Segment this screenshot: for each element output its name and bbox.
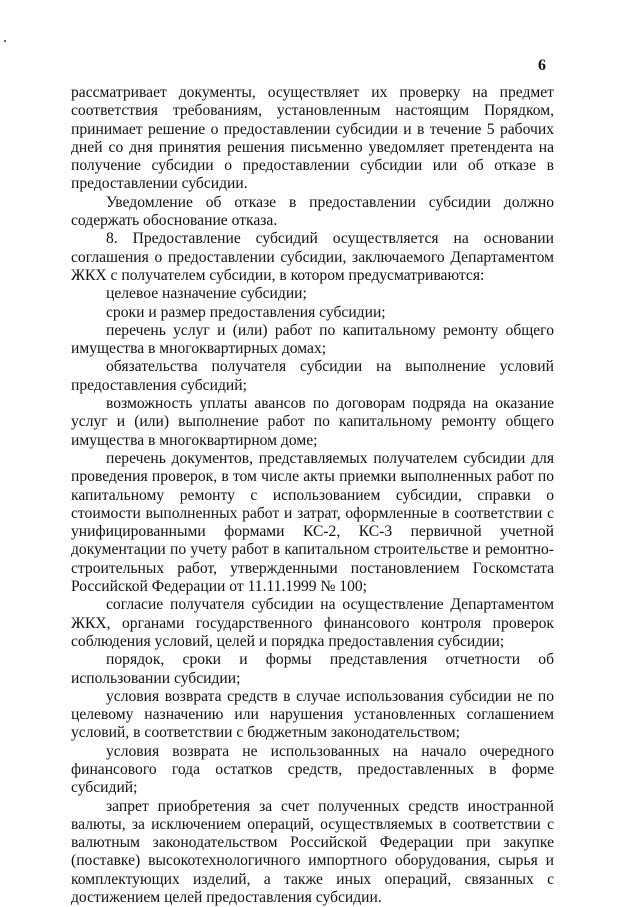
- page-number: 6: [538, 57, 546, 74]
- scan-artifact-dot: [4, 40, 6, 42]
- list-item-purpose: целевое назначение субсидии;: [106, 285, 307, 303]
- paragraph-review-documents: рассматривает документы, осуществляет их проверку на предмет соответствия требованиям, установленным настоящим Порядком, принимает решение о предоставлении субсидии и в течение 5 рабочих дней со дня принятия решения письменно уведомляет претендента на получение субсидии о предоставлении субсидии или об отказе в предоставлении субсидии.: [71, 84, 554, 193]
- paragraph-item-8-agreement: 8. Предоставление субсидий осуществляется на основании соглашения о предоставлении субсидии, заключаемого Департаментом ЖКХ с получателем субсидии, в котором предусматриваются:: [71, 230, 554, 284]
- list-item-services-list: перечень услуг и (или) работ по капитальному ремонту общего имущества в многоквартирных домах;: [71, 321, 554, 358]
- list-item-terms-amount: сроки и размер предоставления субсидии;: [106, 303, 386, 321]
- list-item-obligations: обязательства получателя субсидии на выполнение условий предоставления субсидий;: [71, 358, 554, 394]
- paragraph-refusal-notice: Уведомление об отказе в предоставлении субсидии должно содержать обоснование отказа.: [71, 193, 554, 230]
- list-item-documents: перечень документов, представляемых получателем субсидии для проведения проверок, в том числе акты приемки выполненных работ по капитальному ремонту с использованием субсидии, справки о стоимости выполненных работ и затрат, оформленные в соответствии с унифицированными формами КС-2, КС-3 первичной учетной документации по учету работ в капитальном строительстве и ремонтно-строительных работ, утвержденными постановлением Госкомстата Российской Федерации от 11.11.1999 № 100;: [71, 449, 554, 596]
- list-item-reporting: порядок, сроки и формы представления отчетности об использовании субсидии;: [71, 651, 554, 687]
- list-item-consent: согласие получателя субсидии на осуществление Департаментом ЖКХ, органами государственного финансового контроля проверок соблюдения условий, целей и порядка предоставления субсидии;: [71, 596, 554, 650]
- list-item-advances: возможность уплаты авансов по договорам подряда на оказание услуг и (или) выполнение работ по капитальному ремонту общего имущества в многоквартирном доме;: [71, 395, 554, 449]
- list-item-return-misuse: условия возврата средств в случае использования субсидии не по целевому назначению или нарушения установленных соглашением условий, в соответствии с бюджетным законодательством;: [71, 687, 554, 742]
- body-text: [71, 84, 554, 907]
- list-item-currency-ban: запрет приобретения за счет полученных средств иностранной валюты, за исключением операций, осуществляемых в соответствии с валютным законодательством Российской Федерации при закупке (поставке) высокотехнологичного импортного оборудования, сырья и комплектующих изделий, а также иных операций, связанных с достижением целей предоставления субсидии.: [71, 797, 554, 907]
- list-item-return-unused: условия возврата не использованных на начало очередного финансового года остатков средств, предоставленных в форме субсидий;: [71, 742, 554, 797]
